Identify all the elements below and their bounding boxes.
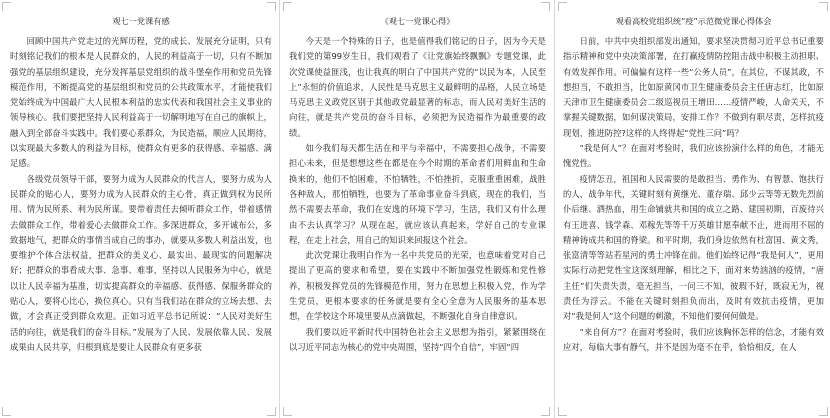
page-title: 《观七一党课心得》 [380, 16, 455, 26]
page-corner-mark [819, 2, 828, 11]
page-corner-mark [819, 407, 828, 416]
paragraph: 如今我们每天都生活在和平与幸福中，不需要担心战争，不需要担心未来，但是想想这些在都是在今个时期的革命者们用鲜血和生命换来的，他们不怕困难，不怕牺牲，不怕挫折，克服重重困难，战胜各种敌人，那怕牺牲，也要为了革命事业奋斗到底，现在的我们，当然不需要去革命，我们在安逸的环境下学习，生活，我们又有什么理由不去认真学习？从现在起，就应该认真起来，学好自己的专业课程，在走上社会，用自己的知识来回报这个社会。 [289, 143, 546, 245]
page-separator [554, 0, 555, 418]
page-corner-mark [283, 2, 292, 11]
page-title: 观七一党课有感 [112, 16, 170, 26]
page-separator [279, 0, 280, 418]
page-corner-mark [267, 407, 276, 416]
document-page-2 [281, 0, 552, 418]
page-corner-mark [267, 2, 276, 11]
paragraph: 回顾中国共产党走过的光辉历程，党的成长、发展充分证明，只有时刻铭记我们的根本是人民群众的，人民的利益高于一切，只有不断加强党的基层组织建设，充分发挥基层党组织的战斗堡垒作用和党员先锋模范作用，不断提高党的基层组织和党员的公共政策水平，才能使我们党始终成为中国最广大人民根本利益的忠实代表和我国社会主义事业的领导核心。我们要把坚持人民利益高于一切解明地写在自己的旗帜上，融入到全部奋斗实践中。我们要心系群众，为民造福，顺应人民期待，以实现最大多数人的利益为目标，使群众有更多的获得感、幸福感、满足感。 [10, 36, 272, 169]
paragraph: 各级党员领导干部，要努力成为人民群众的代言人，要努力成为人民群众的贴心人，要努力成为人民群众的主心骨，真正做到权为民所用、情为民所系、利为民所谋。要带着责任去倾听群众工作，带着感情去做群众工作，带着爱心去做群众工作。多深进群众，多开诚布公，多致据地气，把群众的事情当成自己的事办，就要从多数人利益出发，也要维护个体合法权益，把群众的美义心、最实出、最现实的问题解决好；把群众的事看成大事、急事、难事，坚持以人民服务为中心，就是以让人民幸福为基准，切实提高群众的幸福感、获得感、保服务群众的贴心人，要将心比心，换位真心。只有当我们站在群众的立场去想、去做，才会真正受到群众欢迎。正如习近平总书记所说：“人民对美好生活的向往，就是我们的奋斗目标。”发展为了人民、发展依靠人民、发展成果由人民共享，归根到底是要让人民群众有更多获 [10, 173, 272, 352]
document-page-3 [556, 0, 830, 418]
page-corner-mark [541, 2, 550, 11]
page-corner-mark [558, 2, 567, 11]
paragraph: 日前，中共中央组织部发出通知，要求坚决贯彻习近平总书记重要指示精神和党中央决策部署，在打赢疫情防控阻击战中积极主动担职、有效发挥作用。可偏偏有这样一些“公务人员”，在其位，不谋其政，不想担当，不敢担当，比如原黄冈市卫生健康委员会主任唐志红，比如原天津市卫生健康委员会二级巡视员王增田……疫情严峻，人命关天，不掌握关键数据，如何谋决策局，安排工作？不做到有职尽责，怎样抗疫现划，推进防控?这样的人终得起“党性三问”吗？ [563, 36, 824, 138]
page-corner-mark [2, 407, 11, 416]
page-corner-mark [558, 407, 567, 416]
paragraph: 我们要以近平新时代中国特色社会主义思想为指引，紧紧围绕在以习近平同志为核心的党中央周围，坚持“四个自信”，牢固“四 [289, 326, 546, 352]
paragraph: “我是何人”？在面对考验时，我们应该扮演什么样的角色，才能无愧党性。 [563, 143, 824, 169]
page-title: 观看高校党组织统“疫”示范微党课心得体会 [615, 16, 772, 26]
page-corner-mark [541, 407, 550, 416]
paragraph: “来自何方”？在面对考验时，我们应该胸怀怎样的信念，才能有效应对，每临大事有静气，并不是因为毫不在乎，恰恰相反，在人 [563, 326, 824, 352]
page-corner-mark [283, 407, 292, 416]
document-page-1 [0, 0, 278, 418]
paragraph: 此次党课让我明白作为一名中共党员的光荣，也意味着党对自己提出了更高的要求和希望，要在实践中不断加强党性锻炼和党性修养，积极发挥党员的先锋模范作用，努力在思想上积极入党，作为学生党员，更根本要求的任务就是要有全心全意为人民服务的基本思想，在学校这个环境里要从点滴做起，不断强化自身自律意识。 [289, 250, 546, 322]
paragraph: 今天是一个特殊的日子，也是值得我们铭记的日子，因为今天是我们党的第99岁生日，我们观看了《让党旗始终飘飘》专题党课，此次党课使益匪浅，也让我真的明白了中国共产党的“以民为本，人民至上”永恒的价值追求，人民性是马克思主义最鲜明的品格，人民立场是马克思主义政党区别于其他政党最显著的标志，而人民对美好生活的向往，就是共产党员的奋斗目标，必须把为民造福作为最重要的政绩。 [289, 36, 546, 138]
paragraph: 疫情怎丑，祖国和人民需要的是敢担当、勇作为、有智慧、饱扶行的人，战争年代，关键时刻有黄继光、董存瑞、邱少云等等无数先烈前仆后继、洒热血，用生命铺就共和国的成立之路、建国初期，百废待兴有王进喜、钱学森、邓稼先等等千万英雄甘愿奉献不止，进而用不屈的精神铸成共和国的脊梁。和平时期，我们身边依然有杜富国、黄文秀，张富清等等站若星河的勇士冲锋在前。他们始终记得“我是何人”，更用实际行动把党性宝这深刻理解，相比之下，面对来势汹汹的疫情，“唐主任”们失责失责，毫无担当，一问三不知，彼瑕不好，既寂无为，视责任为浮云。不能在关键时刻担负而出，及时有效抗击疫情，更加对“我是何人”这个问题的刺激，不知他们要何何做是。 [563, 173, 824, 322]
page-corner-mark [2, 2, 11, 11]
